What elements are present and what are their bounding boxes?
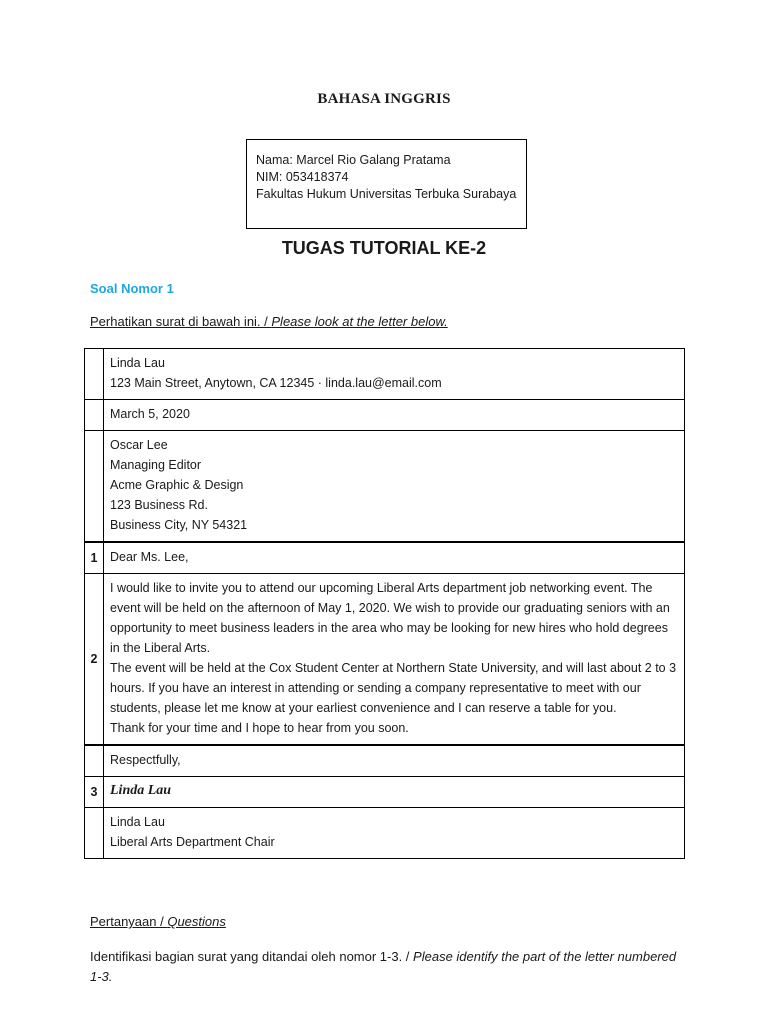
letter-row-body [85, 574, 685, 746]
student-faculty: Fakultas Hukum Universitas Terbuka Surabaya [256, 187, 517, 201]
recipient-line: Business City, NY 54321 [110, 518, 248, 532]
number-cell-empty [85, 400, 104, 431]
signature-cell [104, 777, 685, 808]
salutation-cell [104, 542, 685, 574]
student-nim: NIM: 053418374 [256, 170, 349, 184]
recipient-line: Acme Graphic & Design [110, 478, 244, 492]
body-paragraph: I would like to invite you to attend our upcoming Liberal Arts department job networking event. The event will be held on the afternoon of May 1, 2020. We wish to provide our graduating seniors with an opportunity to meet business leaders in the area who may be looking for new hires who hold degrees in the Liberal Arts. [110, 581, 670, 655]
date-cell [104, 400, 685, 431]
signer-cell [104, 808, 685, 859]
letter-row-recipient [85, 431, 685, 543]
body-cell [104, 574, 685, 746]
letter-row-signer [85, 808, 685, 859]
sender-name: Linda Lau [110, 356, 165, 370]
salutation-number: 1 [85, 542, 104, 574]
sender-address: 123 Main Street, Anytown, CA 12345 · linda.lau@email.com [110, 376, 442, 390]
recipient-line: 123 Business Rd. [110, 498, 208, 512]
tutorial-title: TUGAS TUTORIAL KE-2 [281, 238, 487, 258]
number-cell-empty [85, 431, 104, 543]
body-number: 2 [85, 574, 104, 746]
letter-row-signature [85, 777, 685, 808]
signature: Linda Lau [110, 783, 172, 798]
letter-row-date [85, 400, 685, 431]
sender-cell [104, 349, 685, 400]
letter-date: March 5, 2020 [110, 407, 190, 421]
signer-title: Liberal Arts Department Chair [110, 835, 275, 849]
question-number: Soal Nomor 1 [90, 281, 174, 296]
recipient-line: Oscar Lee [110, 438, 168, 452]
instruction-id: Perhatikan surat di bawah ini. / [90, 314, 272, 329]
signer-name: Linda Lau [110, 815, 165, 829]
instruction-en: Please look at the letter below. [271, 314, 448, 329]
questions-heading [90, 914, 226, 929]
recipient-cell [104, 431, 685, 543]
letter-row-sender [85, 349, 685, 400]
question-text [90, 947, 680, 987]
number-cell-empty [85, 808, 104, 859]
body-paragraph: Thank for your time and I hope to hear from you soon. [110, 721, 409, 735]
closing-cell [104, 745, 685, 777]
salutation: Dear Ms. Lee, [110, 550, 189, 564]
signature-number: 3 [85, 777, 104, 808]
number-cell-empty [85, 745, 104, 777]
course-title: BAHASA INGGRIS [317, 91, 451, 107]
questions-heading-en: Questions [167, 914, 226, 929]
question-text-en: Please identify the part of the letter numbered 1-3. [90, 949, 677, 984]
letter-row-closing [85, 745, 685, 777]
number-cell-empty [85, 349, 104, 400]
student-info-box [246, 139, 527, 229]
recipient-line: Managing Editor [110, 458, 202, 472]
questions-heading-id: Pertanyaan / [90, 914, 168, 929]
closing: Respectfully, [110, 753, 181, 767]
body-paragraph: The event will be held at the Cox Student Center at Northern State University, and will last about 2 to 3 hours. If you have an interest in attending or sending a company representative to meet with our students, please let me know at your earliest convenience and I can reserve a table for you. [110, 661, 677, 715]
student-name: Nama: Marcel Rio Galang Pratama [256, 153, 451, 167]
question-text-id: Identifikasi bagian surat yang ditandai oleh nomor 1-3. / [90, 949, 414, 964]
instruction [90, 314, 448, 329]
letter-table [84, 348, 685, 859]
letter-row-salutation [85, 542, 685, 574]
